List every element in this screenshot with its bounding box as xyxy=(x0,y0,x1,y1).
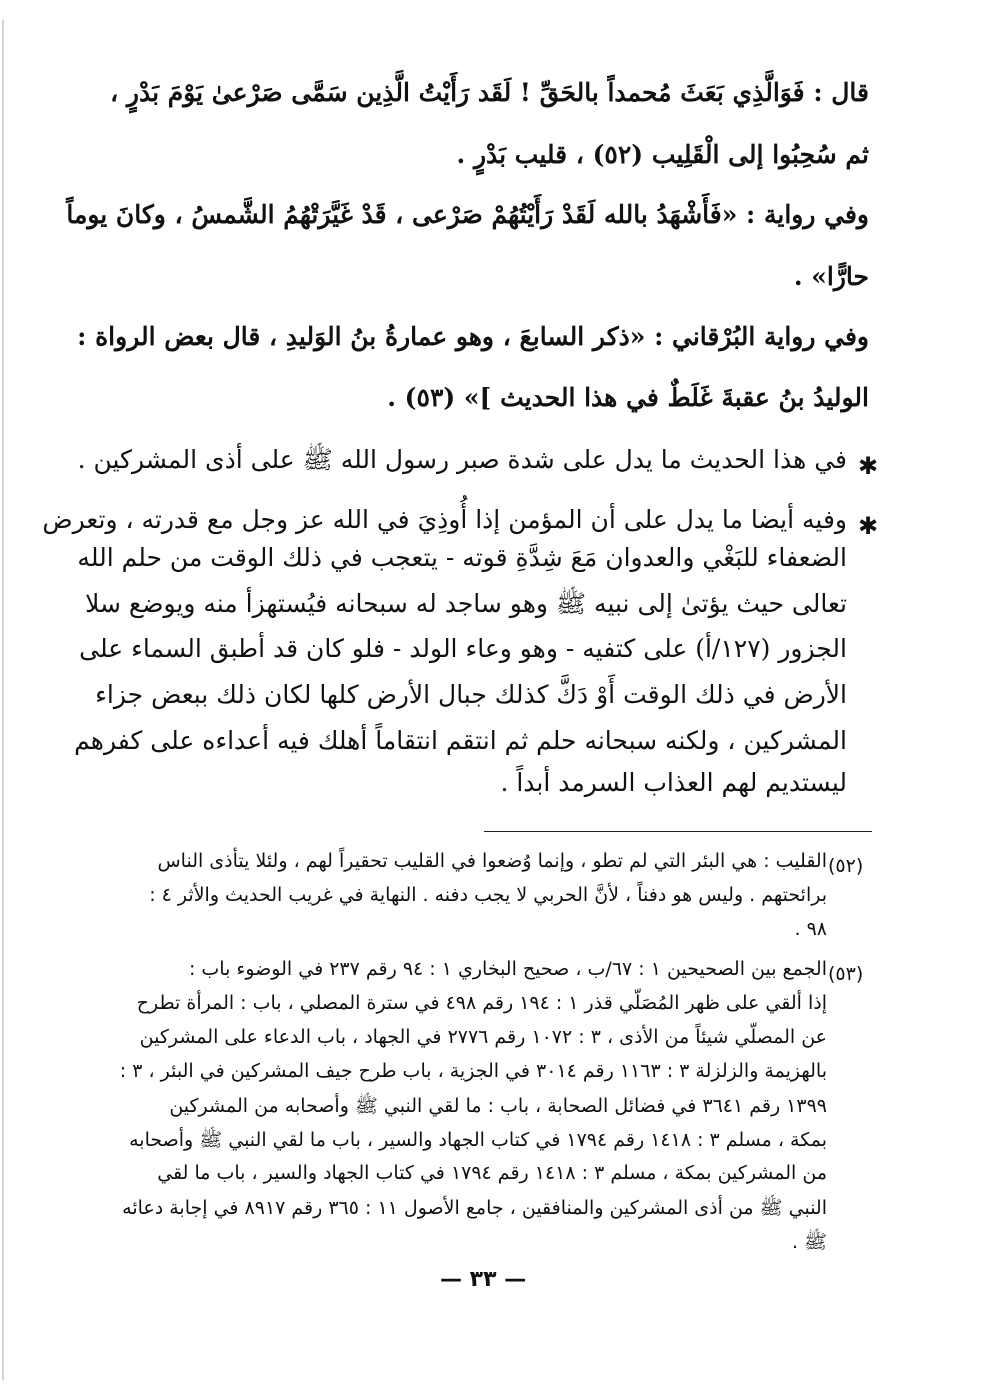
text-line: الوليدُ بنُ عقبةَ غَلَطٌ في هذا الحديث ]» (٥٣) . xyxy=(387,383,869,412)
text-line: تعالى حيث يؤتىٰ إلى نبيه ﷺ وهو ساجد له سبحانه فيُستهزأ منه ويوضع سلا xyxy=(85,589,847,618)
footnote-line: بمكة ، مسلم ٣ : ١٤١٨ رقم ١٧٩٤ في كتاب الجهاد والسير ، باب ما لقي النبي ﷺ وأصحابه xyxy=(129,1129,827,1151)
text-line: حارًّا» . xyxy=(793,262,869,291)
footnote-number: (٥٣) xyxy=(828,963,864,985)
footnote-line: من المشركين بمكة ، مسلم ٣ : ١٤١٨ رقم ١٧٩٤ في كتاب الجهاد والسير ، باب ما لقي xyxy=(157,1162,827,1184)
text-line: ثم سُحِبُوا إلى الْقَلِيب (٥٢) ، قليب بَدْرٍ . xyxy=(456,140,869,169)
text-line: وفي رواية : «فَأَشْهَدُ بالله لَقَدْ رَأَيْتُهُمْ صَرْعى ، قَدْ غَيَّرَتْهُمُ الشَّمسُ ، وكانَ يوماً xyxy=(66,200,869,229)
footnote-line: القليب : هي البئر التي لم تطو ، وإنما وُضعوا في القليب تحقيراً لهم ، ولئلا يتأذى الناس xyxy=(157,850,827,872)
footnote-separator xyxy=(484,831,872,832)
footnote-line: الجمع بين الصحيحين ١ : ٦٧/ب ، صحيح البخاري ١ : ٩٤ رقم ٢٣٧ في الوضوء باب : xyxy=(188,958,827,980)
footnote-line: ١٣٩٩ رقم ٣٦٤١ في فضائل الصحابة ، باب : ما لقي النبي ﷺ وأصحابه من المشركين xyxy=(169,1095,827,1117)
text-line: المشركين ، ولكنه سبحانه حلم ثم انتقم انتقاماً أهلك فيه أعداءه على كفرهم xyxy=(74,726,847,755)
text-line: في هذا الحديث ما يدل على شدة صبر رسول الله ﷺ على أذى المشركين . xyxy=(77,445,847,474)
footnote-line: إذا ألقي على ظهر المُصَلّي قذر ١ : ١٩٤ رقم ٤٩٨ في سترة المصلي ، باب : المرأة تطرح xyxy=(136,992,827,1014)
text-line: الضعفاء للبَغْي والعدوان مَعَ شِدَّةِ قوته - يتعجب في ذلك الوقت من حلم الله xyxy=(77,543,847,572)
text-line: وفيه أيضا ما يدل على أن المؤمن إذا أُوذِيَ في الله عز وجل مع قدرته ، وتعرض xyxy=(42,505,847,534)
page-number: — ٣٣ — xyxy=(440,1267,527,1292)
text-line: الجزور (١٢٧/أ) على كتفيه - وهو وعاء الولد - فلو كان قد أطبق السماء على xyxy=(79,634,847,663)
text-line: قال : فَوَالَّذِي بَعَثَ مُحمداً بالحَقِّ ! لَقَد رَأَيْتُ الَّذِين سَمَّى صَرْعىٰ يَوْمَ بَدْرٍ ، xyxy=(110,78,869,107)
footnote-line: ٩٨ . xyxy=(794,918,827,940)
bullet-marker: ✱ xyxy=(858,512,879,540)
text-line: وفي رواية البُرْقاني : «ذكر السابعَ ، وهو عمارةُ بنُ الوَليدِ ، قال بعض الرواة : xyxy=(77,322,869,351)
footnote-line: عن المصلّي شيئاً من الأذى ، ٣ : ١٠٧٢ رقم ٢٧٧٦ في الجهاد ، باب الدعاء على المشركين xyxy=(139,1026,827,1048)
text-line: الأرض في ذلك الوقت أَوْ دَكَّ كذلك جبال الأرض كلها لكان ذلك ببعض جزاء xyxy=(95,680,847,709)
footnote-line: بالهزيمة والزلزلة ٣ : ١١٦٣ رقم ٣٠١٤ في الجزية ، باب طرح جيف المشركين في البئر ، ٣ : xyxy=(119,1060,827,1082)
footnote-line: النبي ﷺ من أذى المشركين والمنافقين ، جامع الأصول ١١ : ٣٦٥ رقم ٨٩١٧ في إجابة دعائه xyxy=(122,1197,827,1219)
bullet-marker: ✱ xyxy=(858,452,879,480)
footnote-line: ﷺ . xyxy=(791,1231,827,1253)
footnote-line: برائحتهم . وليس هو دفناً ، لأنَّ الحربي لا يجب دفنه . النهاية في غريب الحديث والأثر ٤ : xyxy=(149,884,827,906)
footnote-number: (٥٢) xyxy=(828,855,864,877)
text-line: ليستديم لهم العذاب السرمد أبداً . xyxy=(500,768,847,797)
scan-edge xyxy=(2,20,4,1380)
